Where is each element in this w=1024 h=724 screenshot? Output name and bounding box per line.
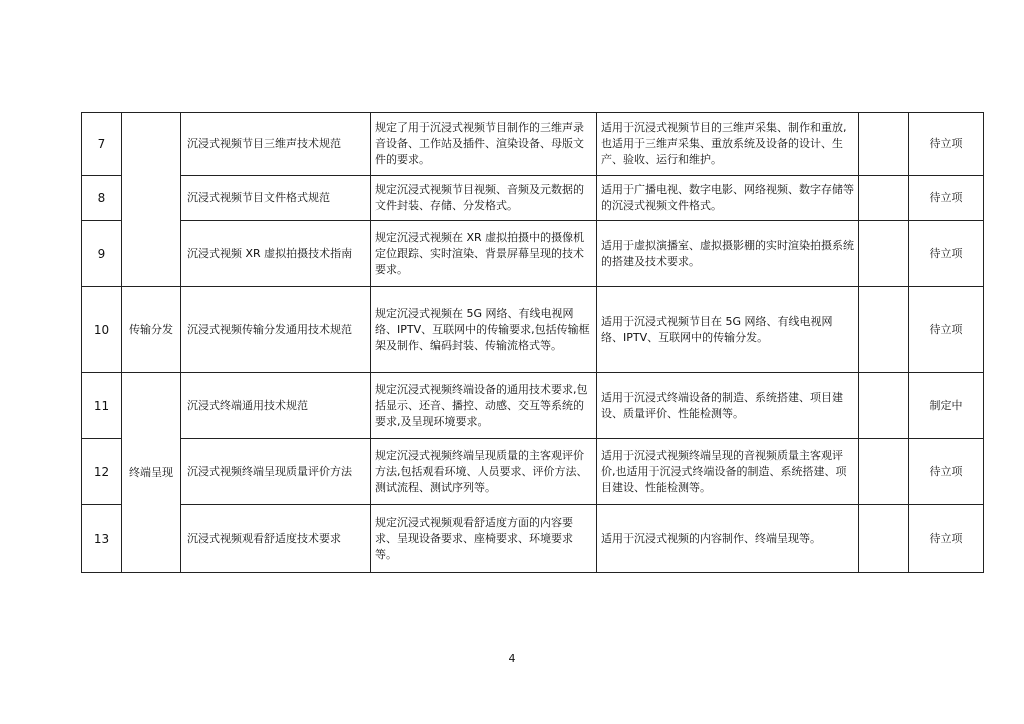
row-number: 8: [82, 176, 122, 221]
row-number: 13: [82, 505, 122, 573]
standard-scope: 适用于沉浸式视频节目的三维声采集、制作和重放,也适用于三维声采集、重放系统及设备的设计、生产、验收、运行和维护。: [597, 113, 859, 176]
remark-cell: [859, 176, 909, 221]
standard-content: 规定沉浸式视频在 XR 虚拟拍摄中的摄像机定位跟踪、实时渲染、背景屏幕呈现的技术要求。: [371, 221, 597, 287]
standard-scope: 适用于广播电视、数字电影、网络视频、数字存储等的沉浸式视频文件格式。: [597, 176, 859, 221]
standard-content: 规定沉浸式视频在 5G 网络、有线电视网络、IPTV、互联网中的传输要求,包括传输框架及制作、编码封装、传输流格式等。: [371, 287, 597, 373]
table-row: [82, 113, 984, 176]
status-cell: 制定中: [909, 373, 984, 439]
status-cell: 待立项: [909, 287, 984, 373]
row-number: 7: [82, 113, 122, 176]
status-cell: 待立项: [909, 505, 984, 573]
remark-cell: [859, 287, 909, 373]
standard-content: 规定沉浸式视频观看舒适度方面的内容要求、呈现设备要求、座椅要求、环境要求等。: [371, 505, 597, 573]
page-number: 4: [508, 652, 516, 665]
table-row: [82, 439, 984, 505]
status-cell: 待立项: [909, 113, 984, 176]
row-number: 12: [82, 439, 122, 505]
standard-name: 沉浸式视频节目文件格式规范: [181, 176, 371, 221]
category-cell-empty: [122, 113, 181, 287]
standard-content: 规定沉浸式视频终端设备的通用技术要求,包括显示、还音、播控、动感、交互等系统的要求,及呈现环境要求。: [371, 373, 597, 439]
status-cell: 待立项: [909, 176, 984, 221]
standard-name: 沉浸式终端通用技术规范: [181, 373, 371, 439]
standard-content: 规定沉浸式视频终端呈现质量的主客观评价方法,包括观看环境、人员要求、评价方法、测试流程、测试序列等。: [371, 439, 597, 505]
category-cell: 传输分发: [122, 287, 181, 373]
table-row: [82, 287, 984, 373]
standard-scope: 适用于沉浸式终端设备的制造、系统搭建、项目建设、质量评价、性能检测等。: [597, 373, 859, 439]
standard-content: 规定沉浸式视频节目视频、音频及元数据的文件封装、存储、分发格式。: [371, 176, 597, 221]
standard-scope: 适用于沉浸式视频终端呈现的音视频质量主客观评价,也适用于沉浸式终端设备的制造、系统搭建、项目建设、性能检测等。: [597, 439, 859, 505]
row-number: 10: [82, 287, 122, 373]
standard-scope: 适用于沉浸式视频的内容制作、终端呈现等。: [597, 505, 859, 573]
remark-cell: [859, 505, 909, 573]
standards-table: [81, 112, 984, 573]
remark-cell: [859, 439, 909, 505]
standard-name: 沉浸式视频 XR 虚拟拍摄技术指南: [181, 221, 371, 287]
category-cell: 终端呈现: [122, 373, 181, 573]
row-number: 9: [82, 221, 122, 287]
table-row: [82, 373, 984, 439]
standard-name: 沉浸式视频终端呈现质量评价方法: [181, 439, 371, 505]
remark-cell: [859, 113, 909, 176]
table-row: [82, 176, 984, 221]
table-row: [82, 221, 984, 287]
standard-scope: 适用于虚拟演播室、虚拟摄影棚的实时渲染拍摄系统的搭建及技术要求。: [597, 221, 859, 287]
standard-content: 规定了用于沉浸式视频节目制作的三维声录音设备、工作站及插件、渲染设备、母版文件的要求。: [371, 113, 597, 176]
table-row: [82, 505, 984, 573]
status-cell: 待立项: [909, 439, 984, 505]
status-cell: 待立项: [909, 221, 984, 287]
row-number: 11: [82, 373, 122, 439]
remark-cell: [859, 373, 909, 439]
standard-scope: 适用于沉浸式视频节目在 5G 网络、有线电视网络、IPTV、互联网中的传输分发。: [597, 287, 859, 373]
remark-cell: [859, 221, 909, 287]
standard-name: 沉浸式视频观看舒适度技术要求: [181, 505, 371, 573]
standard-name: 沉浸式视频节目三维声技术规范: [181, 113, 371, 176]
standard-name: 沉浸式视频传输分发通用技术规范: [181, 287, 371, 373]
